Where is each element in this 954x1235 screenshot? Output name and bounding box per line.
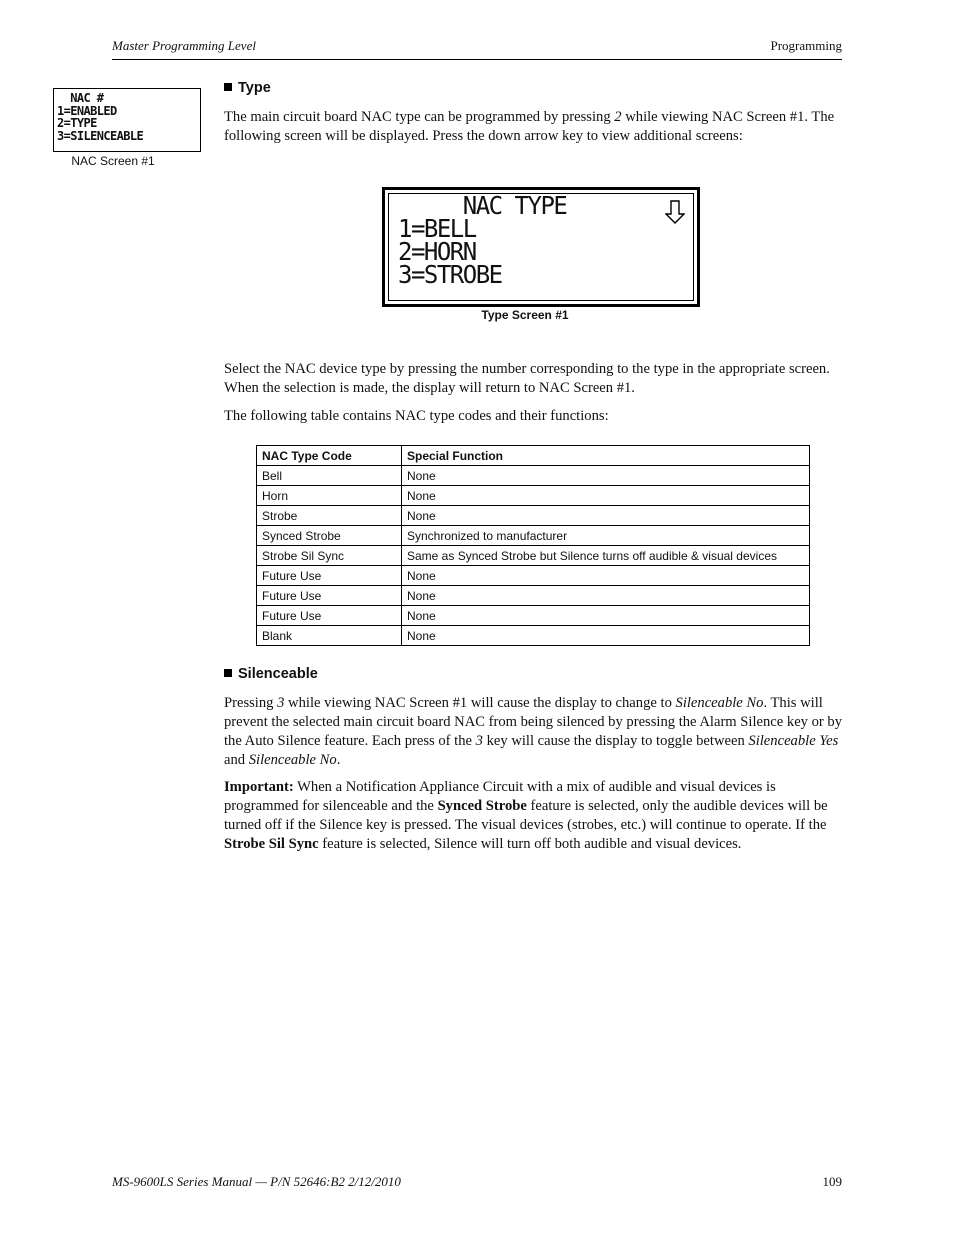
bullet-square-icon bbox=[224, 83, 232, 91]
table-cell: None bbox=[402, 506, 810, 526]
table-cell: Future Use bbox=[257, 566, 402, 586]
down-arrow-icon bbox=[665, 200, 685, 224]
table-row bbox=[257, 546, 810, 566]
type-screen-display bbox=[382, 187, 700, 307]
table-cell: Same as Synced Strobe but Silence turns off audible & visual devices bbox=[402, 546, 810, 566]
text-run: When a Notification Appliance Circuit with a mix of audible and visual devices is programmed for silenceable and the bbox=[224, 779, 776, 814]
silenceable-heading-text: Silenceable bbox=[238, 666, 318, 682]
nac-screen-line: NAC # bbox=[57, 91, 104, 105]
type-paragraph-2: Select the NAC device type by pressing the number corresponding to the type in the appropriate screen. When the selection is made, the display will return to NAC Screen #1. bbox=[224, 361, 830, 396]
bullet-square-icon bbox=[224, 669, 232, 677]
table-cell: None bbox=[402, 626, 810, 646]
nac-screen-line: 1=ENABLED bbox=[57, 103, 117, 118]
table-row bbox=[257, 566, 810, 586]
text-run: Pressing bbox=[224, 695, 278, 711]
table-row bbox=[257, 586, 810, 606]
text-run-italic: 2 bbox=[614, 109, 622, 125]
text-run-bold: Strobe Sil Sync bbox=[224, 836, 319, 852]
text-run: The main circuit board NAC type can be programmed by pressing bbox=[224, 109, 615, 125]
type-screen-lines bbox=[398, 190, 567, 290]
table-row bbox=[257, 626, 810, 646]
table-cell: None bbox=[402, 486, 810, 506]
table-cell: Synchronized to manufacturer bbox=[402, 526, 810, 546]
type-screen-caption: Type Screen #1 bbox=[481, 308, 569, 322]
text-run: and bbox=[224, 752, 249, 768]
table-cell: Strobe bbox=[257, 506, 402, 526]
text-run: . This will prevent the selected main circuit board NAC from being silenced by pressing the Alarm Silence key or by the Auto Silence feature. Each press of the bbox=[224, 695, 843, 749]
table-header-row bbox=[257, 446, 810, 466]
type-screen-line: 3=STROBE bbox=[398, 259, 502, 290]
text-run-italic: Silenceable No bbox=[248, 752, 337, 768]
text-run: feature is selected, Silence will turn off both audible and visual devices. bbox=[318, 836, 742, 852]
text-run-bold: Important: bbox=[224, 779, 294, 795]
text-run-italic: Silenceable No bbox=[675, 695, 764, 711]
nac-screen-line: 3=SILENCEABLE bbox=[57, 128, 144, 143]
table-row bbox=[257, 486, 810, 506]
table-cell: Horn bbox=[257, 486, 402, 506]
table-cell: Strobe Sil Sync bbox=[257, 546, 402, 566]
silenceable-paragraph-2 bbox=[224, 778, 844, 854]
type-paragraph-3: The following table contains NAC type codes and their functions: bbox=[224, 408, 609, 424]
type-heading-text: Type bbox=[238, 80, 271, 96]
text-run: key will cause the display to toggle between bbox=[482, 733, 749, 749]
type-screen-line: NAC TYPE bbox=[398, 190, 567, 221]
table-cell: Blank bbox=[257, 626, 402, 646]
header-rule bbox=[112, 59, 842, 60]
text-run-italic: 3 bbox=[475, 733, 483, 749]
silenceable-paragraph-1 bbox=[224, 694, 844, 770]
text-run: feature is selected, only the audible devices will be turned off if the Silence key is pressed. The visual devices (strobes, etc.) will continue to operate. If the bbox=[224, 798, 828, 833]
type-heading bbox=[224, 80, 271, 96]
text-run-bold: Synced Strobe bbox=[437, 798, 527, 814]
text-run: while viewing NAC Screen #1 will cause the display to change to bbox=[284, 695, 676, 711]
header-left: Master Programming Level bbox=[112, 38, 256, 53]
text-run-italic: Silenceable Yes bbox=[748, 733, 839, 749]
text-run: . bbox=[336, 752, 341, 768]
type-screen-line: 1=BELL bbox=[398, 213, 476, 244]
page-number: 109 bbox=[822, 1174, 842, 1189]
table-cell: Future Use bbox=[257, 606, 402, 626]
table-header-cell: NAC Type Code bbox=[257, 446, 402, 466]
table-row bbox=[257, 506, 810, 526]
type-screen-line: 2=HORN bbox=[398, 236, 476, 267]
header-right: Programming bbox=[770, 38, 842, 53]
nac-screen-caption: NAC Screen #1 bbox=[71, 154, 155, 168]
table-cell: Synced Strobe bbox=[257, 526, 402, 546]
table-cell: None bbox=[402, 606, 810, 626]
table-row bbox=[257, 466, 810, 486]
table-cell: None bbox=[402, 586, 810, 606]
table-header-cell: Special Function bbox=[402, 446, 810, 466]
nac-screen-display bbox=[53, 88, 201, 152]
text-run: while viewing NAC Screen #1. The following screen will be displayed. Press the down arrow key to view additional screens: bbox=[224, 109, 835, 144]
type-paragraph-1 bbox=[224, 108, 844, 146]
table-row bbox=[257, 526, 810, 546]
table-row bbox=[257, 606, 810, 626]
text-run-italic: 3 bbox=[277, 695, 285, 711]
silenceable-heading bbox=[224, 666, 318, 682]
nac-type-table bbox=[256, 445, 810, 646]
table-cell: Future Use bbox=[257, 586, 402, 606]
table-cell: None bbox=[402, 566, 810, 586]
footer-left: MS-9600LS Series Manual — P/N 52646:B2 2/12/2010 bbox=[112, 1174, 401, 1189]
table-cell: Bell bbox=[257, 466, 402, 486]
table-cell: None bbox=[402, 466, 810, 486]
nac-screen-line: 2=TYPE bbox=[57, 116, 97, 130]
